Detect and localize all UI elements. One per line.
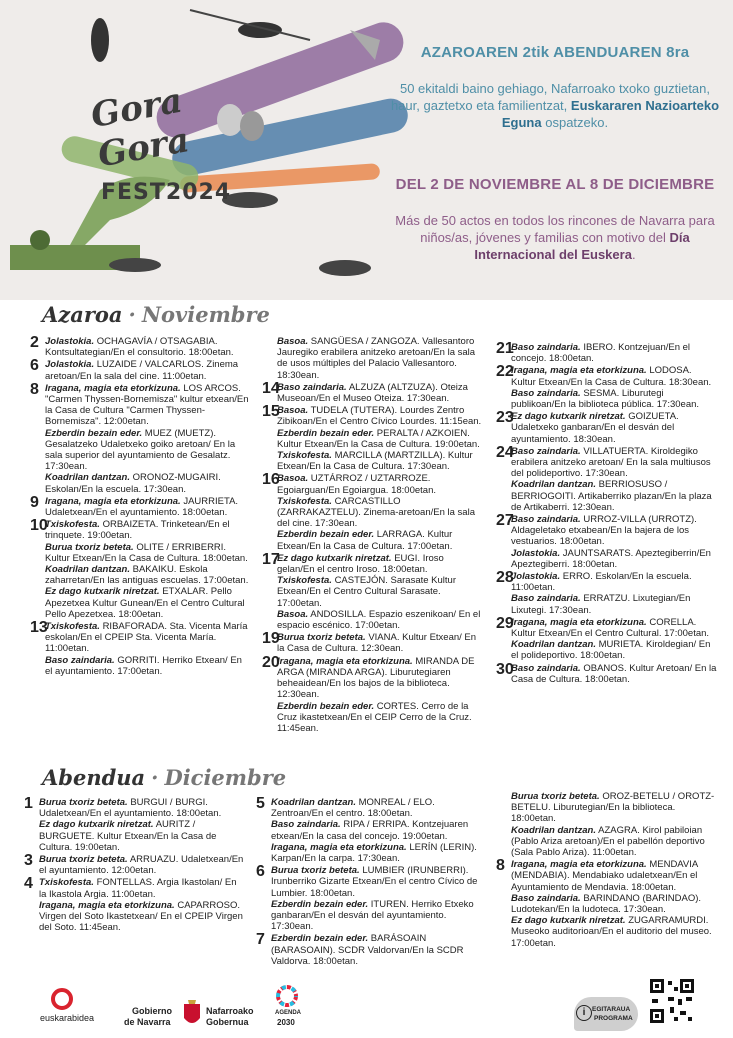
event-entry — [271, 899, 484, 933]
event-entry — [277, 701, 482, 735]
event-category: Burua txoriz beteta. — [277, 632, 366, 644]
event-entry — [45, 336, 250, 358]
day-number: 23 — [496, 409, 514, 427]
event-details: CARCASTILLO (ZARRAKAZTELU). Zinema-aretoan/En la sala del cine. 17:30ean. — [277, 495, 475, 530]
event-category: Koadrilan dantzan. — [511, 824, 596, 836]
event-entry — [277, 336, 482, 381]
event-details: LERÍN (LERIN). Karpan/En la carpa. 17:30ean. — [271, 841, 477, 865]
day-block — [262, 632, 482, 654]
event-details: MENDAVIA (MENDABIA). Mendabiako udaletxean/En el Ayuntamiento de Mendavia. 18:00etan. — [511, 859, 698, 893]
event-details: BURGUI / BURGI. Udaletxean/En el ayuntamiento. 18:00etan. — [39, 797, 222, 820]
event-category: Koadrilan dantzan. — [511, 479, 596, 491]
day-number: 3 — [24, 852, 33, 870]
event-entry — [511, 411, 718, 445]
event-details: TUDELA (TUTERA). Lourdes Zentro Zibikoan/En el Centro Cívico Lourdes. 11:15ean. — [277, 405, 482, 428]
december-column-3 — [496, 791, 718, 950]
event-details: RIBAFORADA. Sta. Vicenta María eskolan/En el CPEIP Sta. Vicenta María. 11:00etan. — [45, 621, 248, 655]
day-number: 7 — [256, 931, 265, 949]
spanish-highlight: Día Internacional del Euskera — [474, 230, 690, 262]
day-number: 4 — [24, 875, 33, 893]
event-category: Ezberdin bezain eder. — [271, 898, 369, 910]
day-number: 30 — [496, 660, 514, 678]
agenda-2030-wheel-icon — [276, 985, 298, 1007]
event-entry — [277, 553, 482, 575]
nafarroako-label-2: Gobernua — [206, 1017, 249, 1027]
event-details: CORELLA. Kultur Etxean/En el Centro Cultural. 17:00etan. — [511, 616, 710, 640]
day-number: 6 — [30, 357, 39, 375]
event-entry — [511, 639, 718, 661]
event-category: Baso zaindaria. — [511, 593, 581, 605]
event-entry — [45, 472, 250, 494]
event-details: MUEZ (MUETZ). Gesalatzeko Udaletxeko goiko aretoan/ En la sala superior del ayuntamiento de Gesalatz. 17:30ean. — [45, 427, 236, 473]
event-entry — [45, 542, 250, 564]
egitaraua-label: EGITARAUA — [592, 1006, 631, 1013]
basque-highlight: Euskararen Nazioarteko Eguna — [501, 98, 720, 130]
basque-date-range: AZAROAREN 2tik ABENDUAREN 8ra — [420, 44, 690, 61]
day-block — [24, 797, 246, 853]
event-details: SANGÜESA / ZANGOZA. Vallesantoro Jauregiko erabilera anitzeko aretoan/En la sala de usos múltiples del Palacio Vallesantoro. 18:30ean. — [277, 336, 476, 381]
event-details: BARINDANO (BARINDAO). Ludotekan/En la ludoteca. 17:30ean. — [511, 892, 702, 916]
event-category: Baso zaindaria. — [511, 445, 581, 457]
event-details: UZTÁRROZ / UZTARROZE. Egoiarguan/En Egoiargua. 18:00etan. — [277, 473, 436, 496]
day-block — [496, 514, 718, 570]
day-block — [256, 933, 484, 967]
event-entry — [45, 621, 250, 655]
event-category: Baso zaindaria. — [511, 387, 581, 399]
event-category: Koadrilan dantzan. — [511, 639, 596, 651]
event-entry — [39, 877, 246, 899]
event-details: ARRUAZU. Udaletxean/En el ayuntamiento. 12:00etan. — [39, 854, 244, 877]
day-block — [30, 519, 250, 620]
event-category: Ezberdin bezain eder. — [277, 700, 375, 712]
event-entry — [277, 473, 482, 495]
event-category: Jolastokia. — [511, 571, 561, 583]
event-category: Iragana, magia eta etorkizuna. — [511, 616, 647, 628]
event-category: Baso zaindaria. — [511, 662, 581, 674]
day-number: 28 — [496, 569, 514, 587]
day-block — [30, 380, 250, 495]
event-category: Iragana, magia eta etorkizuna. — [271, 841, 407, 853]
event-category: Burua txoriz beteta. — [271, 865, 360, 877]
program-speech-bubble[interactable] — [574, 997, 638, 1031]
event-details: ETXALAR. Pello Apezetxea Kultur Gunean/En el Centro Cultural Pello Apezetxea. 18:00etan. — [45, 586, 245, 620]
day-number: 15 — [262, 403, 280, 421]
event-entry — [511, 514, 718, 548]
event-category: Txiskofesta. — [45, 621, 100, 633]
day-block — [496, 859, 718, 949]
day-block — [256, 797, 484, 864]
day-block — [496, 342, 718, 364]
event-category: Iragana, magia eta etorkizuna. — [277, 655, 413, 667]
event-details: JAURRIETA. Udaletxean/En el ayuntamiento. 18:00etan. — [45, 495, 239, 519]
event-details: LARRAGA. Kultur Etxean/En la Casa de Cultura. 17:00etan. — [277, 529, 453, 552]
nafarroako-label-1: Nafarroako — [206, 1006, 254, 1016]
event-entry — [511, 593, 718, 615]
event-entry — [511, 388, 718, 410]
event-details: OROZ-BETELU / OROTZ-BETELU. Liburutegian/En la biblioteca. 18:00etan. — [511, 791, 715, 825]
event-entry — [511, 859, 718, 893]
day-number: 19 — [262, 630, 280, 648]
event-entry — [45, 519, 250, 541]
event-details: MONREAL / ELO. Zentroan/En el centro. 18:00etan. — [271, 797, 435, 820]
day-number: 8 — [30, 380, 39, 398]
spanish-date-range: DEL 2 DE NOVIEMBRE AL 8 DE DICIEMBRE — [395, 176, 715, 193]
day-block — [30, 621, 250, 677]
day-number: 21 — [496, 340, 514, 357]
event-category: Basoa. — [277, 473, 309, 485]
event-category: Koadrilan dantzan. — [271, 797, 356, 808]
event-entry — [39, 854, 246, 876]
event-category: Txiskofesta. — [277, 450, 332, 462]
day-block — [496, 660, 718, 685]
event-category: Iragana, magia eta etorkizuna. — [39, 899, 175, 911]
november-column-1 — [30, 336, 250, 678]
event-entry — [39, 797, 246, 819]
event-entry — [511, 548, 718, 570]
event-details: ERRATZU. Lixutegian/En Lixutegi. 17:30ean. — [511, 593, 691, 616]
event-details: SESMA. Liburutegi publikoan/En la biblioteca pública. 17:30ean. — [511, 387, 700, 411]
event-category: Koadrilan dantzan. — [45, 564, 130, 576]
agenda-label: AGENDA — [275, 1010, 302, 1016]
day-number: 14 — [262, 379, 280, 397]
event-category: Jolastokia. — [45, 336, 95, 347]
day-block — [24, 854, 246, 876]
event-entry — [39, 819, 246, 853]
event-category: Iragana, magia eta etorkizuna. — [511, 859, 647, 871]
event-details: BAKAIKU. Eskola zaharretan/En las antiguas escuelas. 17:00etan. — [45, 564, 249, 587]
event-details: OCHAGAVÍA / OTSAGABIA. Kontsultategian/En el consultorio. 18:00etan. — [45, 336, 234, 359]
event-entry — [511, 791, 718, 825]
info-icon: i — [576, 1005, 592, 1021]
event-category: Baso zaindaria. — [511, 342, 581, 353]
event-details: ANDOSILLA. Espazio eszenikoan/ En el espacio escénico. 17:00etan. — [277, 608, 481, 632]
event-category: Basoa. — [277, 405, 309, 417]
day-block — [262, 336, 482, 381]
event-category: Ezberdin bezain eder. — [45, 427, 143, 439]
event-category: Baso zaindaria. — [511, 892, 581, 904]
december-column-2 — [256, 797, 484, 968]
event-details: BERRIOSUSO / BERRIOGOITI. Artikaberriko plazan/En la plaza de Artikaberri. 12:30ean. — [511, 479, 712, 513]
event-entry — [45, 496, 250, 518]
event-details: ERRO. Eskolan/En la escuela. 11:00etan. — [511, 571, 692, 594]
event-details: PERALTA / AZKOIEN. Kultur Etxean/En la Casa de Cultura. 19:00etan. — [277, 427, 480, 450]
day-block — [262, 653, 482, 734]
event-category: Txiskofesta. — [277, 495, 332, 507]
gobierno-label-2: de Navarra — [124, 1017, 171, 1027]
event-entry — [511, 446, 718, 480]
event-details: CAPARROSO. Virgen del Soto Ikastetxean/ En el CPEIP Virgen del Soto. 11:45ean. — [39, 899, 243, 934]
event-details: MURIETA. Kiroldegian/ En el polideportivo. 18:00etan. — [511, 639, 711, 662]
event-category: Ez dago kutxarik niretzat. — [45, 586, 160, 598]
event-details: ORBAIZETA. Trinketean/En el trinquete. 19:00etan. — [45, 519, 230, 542]
event-entry — [511, 663, 718, 685]
event-category: Burua txoriz beteta. — [39, 854, 128, 866]
day-number: 16 — [262, 471, 280, 489]
event-details: URROZ-VILLA (URROTZ). Aldageletako etxabean/En la bajera de los vestuarios. 18:00etan. — [511, 514, 697, 548]
event-entry — [271, 865, 484, 899]
event-entry — [277, 575, 482, 609]
day-number: 1 — [24, 795, 33, 812]
event-details: BARÁSOAIN (BARASOAIN). SCDR Valdorvan/En la SCDR Valdorva. 18:00etan. — [271, 933, 464, 967]
event-details: VIANA. Kultur Etxean/ En la Casa de Cultura. 12:30ean. — [277, 632, 477, 655]
event-details: LODOSA. Kultur Etxean/En la Casa de Cultura. 18:30ean. — [511, 365, 712, 388]
event-details: FONTELLAS. Argia Ikastolan/ En la Ikastola Argia. 11:00etan. — [39, 877, 237, 900]
day-number: 2 — [30, 334, 39, 351]
event-entry — [277, 529, 482, 551]
event-details: OLITE / ERRIBERRI. Kultur Etxean/En la Casa de Cultura. 18:00etan. — [45, 541, 248, 564]
event-details: ZUGARRAMURDI. Museoko auditorioan/En el auditorio del museo. 17:00etan. — [511, 915, 712, 949]
day-block — [496, 791, 718, 858]
event-details: RIPA / ERRIPA. Kontzejuaren etxean/En la casa del concejo. 19:00etan. — [271, 819, 469, 842]
gora-gora-fest-logo: Gora Gora FEST2024 — [88, 80, 232, 205]
agenda-year: 2030 — [277, 1018, 295, 1027]
event-entry — [277, 496, 482, 530]
qr-code-icon[interactable] — [648, 977, 696, 1025]
day-block — [262, 405, 482, 472]
event-entry — [277, 428, 482, 450]
gobierno-label-1: Gobierno — [132, 1006, 172, 1016]
event-details: ITUREN. Herriko Etxeko ganbaran/En el desván del ayuntamiento. 17:30ean. — [271, 898, 474, 933]
event-category: Ez dago kutxarik niretzat. — [277, 552, 392, 564]
basque-description: 50 ekitaldi baino gehiago, Nafarroako txoko guztietan, haur, gaztetxo eta familientzat, Euskararen Nazioarteko Eguna ospatzeko. — [390, 81, 720, 130]
day-block — [496, 614, 718, 662]
spanish-description: Más de 50 actos en todos los rincones de Navarra para niños/as, jóvenes y familias con motivo del Día Internacional del Euskera. — [395, 213, 715, 262]
event-category: Basoa. — [277, 608, 309, 620]
event-category: Burua txoriz beteta. — [45, 541, 134, 553]
event-details: ORONOZ-MUGAIRI. Eskolan/En la escuela. 17:30ean. — [45, 472, 221, 495]
event-entry — [45, 586, 250, 620]
event-entry — [45, 655, 250, 677]
day-number: 9 — [30, 493, 39, 511]
event-category: Ezberdin bezain eder. — [277, 529, 375, 541]
event-category: Baso zaindaria. — [45, 654, 115, 666]
day-block — [496, 443, 718, 513]
event-entry — [277, 405, 482, 427]
event-entry — [277, 450, 482, 472]
day-block — [496, 411, 718, 445]
day-number: 20 — [262, 653, 280, 671]
day-block — [262, 550, 482, 632]
day-block — [30, 336, 250, 358]
event-category: Iragana, magia eta etorkizuna. — [45, 382, 181, 394]
november-heading: Azaroa · Noviembre — [42, 302, 270, 327]
hero-banner — [0, 0, 733, 300]
navarra-shield-icon — [183, 1000, 201, 1028]
event-entry — [511, 893, 718, 915]
day-number: 10 — [30, 517, 48, 535]
event-details: AURITZ / BURGUETE. Kultur Etxean/En la Casa de Cultura. 19:00etan. — [39, 819, 217, 853]
event-category: Ez dago kutxarik niretzat. — [39, 819, 154, 831]
day-number: 8 — [496, 857, 505, 875]
euskarabidea-logo-icon — [50, 987, 74, 1011]
day-number: 5 — [256, 795, 265, 812]
event-details: GORRITI. Herriko Etxean/ En el ayuntamiento. 17:00etan. — [45, 654, 242, 677]
event-entry — [39, 900, 246, 934]
event-category: Ezberdin bezain eder. — [271, 933, 369, 945]
event-details: LOS ARCOS. "Carmen Thyssen-Bornemisza" kultur etxean/En la Casa de Cultura "Carmen Thyssen-Bornemisza". 12:00etan. — [45, 382, 249, 428]
event-category: Iragana, magia eta etorkizuna. — [45, 495, 181, 507]
event-details: LUMBIER (IRUNBERRI). Irunberriko Gizarte Etxean/En el centro Cívico de Lumbier. 18:00etan. — [271, 865, 478, 899]
event-category: Burua txoriz beteta. — [511, 791, 600, 802]
day-number: 17 — [262, 550, 280, 568]
day-block — [496, 571, 718, 616]
event-entry — [45, 564, 250, 586]
event-details: JAUNTSARATS. Apeztegiberrin/En Apeztegiberri. 18:00etan. — [511, 547, 711, 570]
event-entry — [45, 428, 250, 473]
event-category: Txiskofesta. — [39, 877, 94, 889]
day-block — [30, 493, 250, 519]
event-entry — [271, 933, 484, 967]
event-category: Txiskofesta. — [277, 575, 332, 587]
event-details: CORTES. Cerro de la Cruz ikastetxean/En el CEIP Cerro de la Cruz. 11:45ean. — [277, 700, 472, 734]
event-details: CASTEJÓN. Sarasate Kultur Etxean/En el Centro Cultural Sarasate. 17:00etan. — [277, 575, 456, 609]
event-category: Baso zaindaria. — [277, 381, 347, 393]
event-category: Koadrilan dantzan. — [45, 472, 130, 484]
event-details: IBERO. Kontzejuan/En el concejo. 18:00etan. — [511, 342, 691, 365]
event-entry — [511, 365, 718, 387]
event-entry — [511, 617, 718, 639]
event-entry — [277, 382, 482, 404]
event-entry — [277, 609, 482, 631]
day-number: 6 — [256, 863, 265, 881]
day-block — [24, 877, 246, 933]
event-category: Ezberdin bezain eder. — [277, 427, 375, 439]
event-entry — [511, 825, 718, 859]
event-entry — [271, 819, 484, 841]
event-details: LUZAIDE / VALCARLOS. Zinema aretoan/En la sala del cine. 11:00etan. — [45, 359, 239, 382]
event-category: Jolastokia. — [45, 359, 95, 371]
event-entry — [271, 797, 484, 819]
event-details: ALZUZA (ALTZUZA). Oteiza Museoan/En el Museo Oteiza. 17:30ean. — [277, 381, 468, 405]
event-category: Ez dago kutxarik niretzat. — [511, 411, 626, 423]
event-details: MARCILLA (MARTZILLA). Kultur Etxean/En la Casa de Cultura. 17:30ean. — [277, 450, 473, 473]
event-category: Txiskofesta. — [45, 519, 100, 531]
event-entry — [511, 571, 718, 593]
event-entry — [45, 359, 250, 381]
euskarabidea-label: euskarabidea — [40, 1013, 95, 1023]
event-entry — [511, 479, 718, 513]
november-column-2 — [262, 336, 482, 735]
event-category: Basoa. — [277, 336, 309, 347]
event-category: Burua txoriz beteta. — [39, 797, 128, 808]
event-category: Jolastokia. — [511, 547, 561, 559]
event-entry — [277, 632, 482, 654]
event-details: GOIZUETA. Udaletxeko ganbaran/En el desván del ayuntamiento. 18:30ean. — [511, 411, 679, 445]
december-column-1 — [24, 797, 246, 934]
day-number: 27 — [496, 512, 514, 530]
event-details: EUGI. Iroso gelan/En el centro Iroso. 18:00etan. — [277, 552, 444, 576]
day-number: 24 — [496, 443, 514, 461]
november-column-3 — [496, 342, 718, 686]
day-block — [262, 379, 482, 405]
event-details: VILLATUERTA. Kiroldegiko erabilera anitzeko aretoan/ En la sala multiusos del polideportivo. 17:30ean. — [511, 445, 711, 480]
event-details: OBANOS. Kultur Aretoan/ En la Casa de Cultura. 18:00etan. — [511, 662, 717, 685]
day-number: 29 — [496, 614, 514, 632]
event-entry — [511, 915, 718, 949]
day-block — [496, 365, 718, 410]
event-category: Baso zaindaria. — [271, 819, 341, 831]
event-entry — [277, 656, 482, 701]
event-details: MIRANDA DE ARGA (MIRANDA ARGA). Liburutegiaren beheaidean/En los bajos de la biblioteca. 12:30ean. — [277, 655, 475, 701]
day-number: 22 — [496, 363, 514, 381]
footer-logos — [0, 975, 733, 1038]
day-number: 13 — [30, 619, 48, 637]
event-category: Baso zaindaria. — [511, 514, 581, 526]
december-heading: Abendua · Diciembre — [42, 765, 287, 790]
event-category: Ez dago kutxarik niretzat. — [511, 915, 626, 927]
day-block — [256, 865, 484, 932]
day-block — [262, 473, 482, 551]
day-block — [30, 359, 250, 381]
event-entry — [45, 383, 250, 428]
programa-label: PROGRAMA — [594, 1015, 633, 1022]
event-entry — [511, 342, 718, 364]
event-details: AZAGRA. Kirol pabiloian (Pablo Ariza aretoan)/En el pabellón deportivo (Sala Pablo Ariza). 11:00etan. — [511, 824, 705, 859]
event-category: Iragana, magia eta etorkizuna. — [511, 365, 647, 377]
event-entry — [271, 842, 484, 864]
